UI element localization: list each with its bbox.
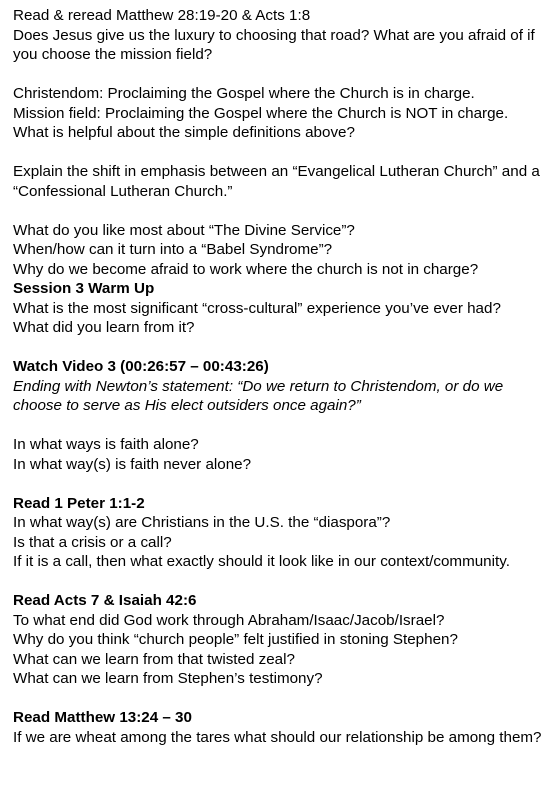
peter-heading: Read 1 Peter 1:1-2 — [13, 494, 145, 512]
definitions-question: What is helpful about the simple definitions above? — [13, 124, 355, 141]
peter-question-2: Is that a crisis or a call? — [13, 533, 172, 551]
acts-heading: Read Acts 7 & Isaiah 42:6 — [13, 592, 197, 609]
warm-up-question-2: What did you learn from it? — [13, 319, 195, 336]
warm-up-question-1: What is the most significant “cross-cultural” experience you’ve ever had? — [13, 299, 501, 317]
acts-question-2: Why do you think “church people” felt justified in stoning Stephen? — [13, 631, 458, 648]
spacer — [13, 65, 543, 85]
acts-question-3: What can we learn from that twisted zeal? — [13, 650, 295, 668]
matthew13-heading: Read Matthew 13:24 – 30 — [13, 709, 192, 726]
spacer — [13, 474, 543, 494]
shift-question: Explain the shift in emphasis between an “Evangelical Lutheran Church” and a “Confessional Lutheran Church.” — [13, 163, 540, 200]
spacer — [13, 143, 543, 163]
faith-question-1: In what ways is faith alone? — [13, 436, 199, 453]
christendom-definition: Christendom: Proclaiming the Gospel where the Church is in charge. — [13, 85, 475, 102]
acts-question-1: To what end did God work through Abraham/Isaac/Jacob/Israel? — [13, 611, 445, 629]
intro-reading-line: Read & reread Matthew 28:19-20 & Acts 1:8 — [13, 7, 311, 24]
video-heading: Watch Video 3 (00:26:57 – 00:43:26) — [13, 358, 269, 375]
video-note: Ending with Newton’s statement: “Do we return to Christendom, or do we choose to serve as His elect outsiders once again?” — [13, 377, 504, 414]
intro-question: Does Jesus give us the luxury to choosing that road? What are you afraid of if you choose the mission field? — [13, 26, 535, 63]
spacer — [13, 338, 543, 358]
faith-question-2: In what way(s) is faith never alone? — [13, 455, 252, 473]
peter-question-3: If it is a call, then what exactly should it look like in our context/community. — [13, 553, 510, 570]
warm-up-heading: Session 3 Warm Up — [13, 280, 155, 297]
spacer — [13, 416, 543, 436]
divine-service-question-1: What do you like most about “The Divine Service”? — [13, 221, 355, 239]
spacer — [13, 689, 543, 709]
divine-service-question-2: When/how can it turn into a “Babel Syndrome”? — [13, 241, 333, 258]
document-page — [13, 6, 543, 747]
acts-question-4: What can we learn from Stephen’s testimony? — [13, 670, 323, 687]
matthew13-question: If we are wheat among the tares what should our relationship be among them? — [13, 728, 542, 746]
spacer — [13, 201, 543, 221]
divine-service-question-3: Why do we become afraid to work where the church is not in charge? — [13, 260, 479, 278]
mission-field-definition: Mission field: Proclaiming the Gospel where the Church is NOT in charge. — [13, 104, 509, 122]
peter-question-1: In what way(s) are Christians in the U.S. the “diaspora”? — [13, 514, 391, 531]
spacer — [13, 572, 543, 592]
